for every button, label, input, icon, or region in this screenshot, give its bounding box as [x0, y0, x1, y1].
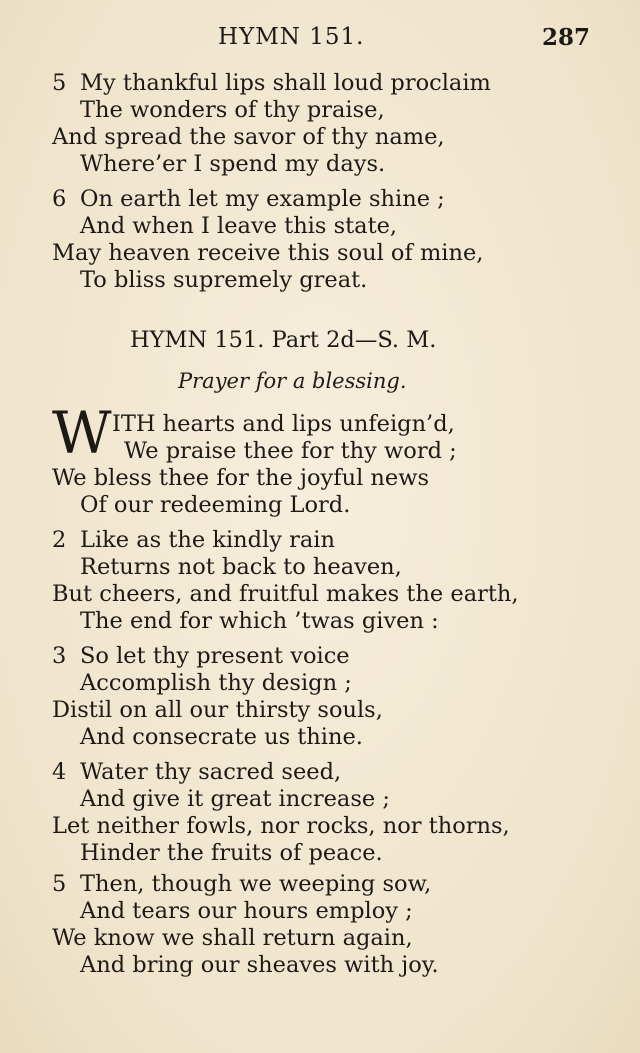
verse-line: To bliss supremely great. — [80, 267, 368, 293]
drop-cap: W — [52, 399, 112, 467]
verse-line: And consecrate us thine. — [80, 724, 363, 750]
verse-line: Where’er I spend my days. — [80, 151, 386, 177]
verse-line: And bring our sheaves with joy. — [80, 952, 439, 978]
stanza-number: 5 — [52, 871, 67, 897]
verse-line: We bless thee for the joyful news — [52, 465, 430, 491]
verse-line: Hinder the fruits of peace. — [80, 840, 383, 866]
stanza-number: 5 — [52, 70, 67, 96]
verse-line: May heaven receive this soul of mine, — [52, 240, 484, 266]
verse-line: We praise thee for thy word ; — [124, 438, 457, 464]
page-number: 287 — [542, 24, 591, 51]
verse-line: And spread the savor of thy name, — [52, 124, 445, 150]
verse-line: Let neither fowls, nor rocks, nor thorns, — [52, 813, 510, 839]
verse-line: But cheers, and fruitful makes the earth, — [52, 581, 519, 607]
verse-line: And give it great increase ; — [80, 786, 390, 812]
running-head-title: HYMN 151. — [218, 24, 365, 50]
verse-line: And when I leave this state, — [80, 213, 398, 239]
stanza-number: 6 — [52, 186, 67, 212]
stanza-number: 4 — [52, 759, 67, 785]
verse-line: Returns not back to heaven, — [80, 554, 402, 580]
verse-line: And tears our hours employ ; — [80, 898, 413, 924]
verse-line: Of our redeeming Lord. — [80, 492, 351, 518]
verse-line: So let thy present voice — [80, 643, 350, 669]
verse-line: Then, though we weeping sow, — [80, 871, 432, 897]
stanza-number: 2 — [52, 527, 67, 553]
verse-line: The end for which ’twas given : — [80, 608, 439, 634]
verse-line: Water thy sacred seed, — [80, 759, 342, 785]
hymn-title: HYMN 151. Part 2d—S. M. — [130, 327, 437, 353]
verse-line: The wonders of thy praise, — [80, 97, 385, 123]
verse-line: Distil on all our thirsty souls, — [52, 697, 383, 723]
running-head — [0, 24, 640, 54]
verse-line: We know we shall return again, — [52, 925, 413, 951]
stanza-number: 3 — [52, 643, 67, 669]
verse-line: Accomplish thy design ; — [80, 670, 352, 696]
verse-line: On earth let my example shine ; — [80, 186, 445, 212]
verse-line: ITH hearts and lips unfeign’d, — [112, 411, 455, 437]
hymn-subtitle: Prayer for a blessing. — [178, 369, 407, 393]
verse-line: Like as the kindly rain — [80, 527, 335, 553]
verse-line: My thankful lips shall loud proclaim — [80, 70, 491, 96]
